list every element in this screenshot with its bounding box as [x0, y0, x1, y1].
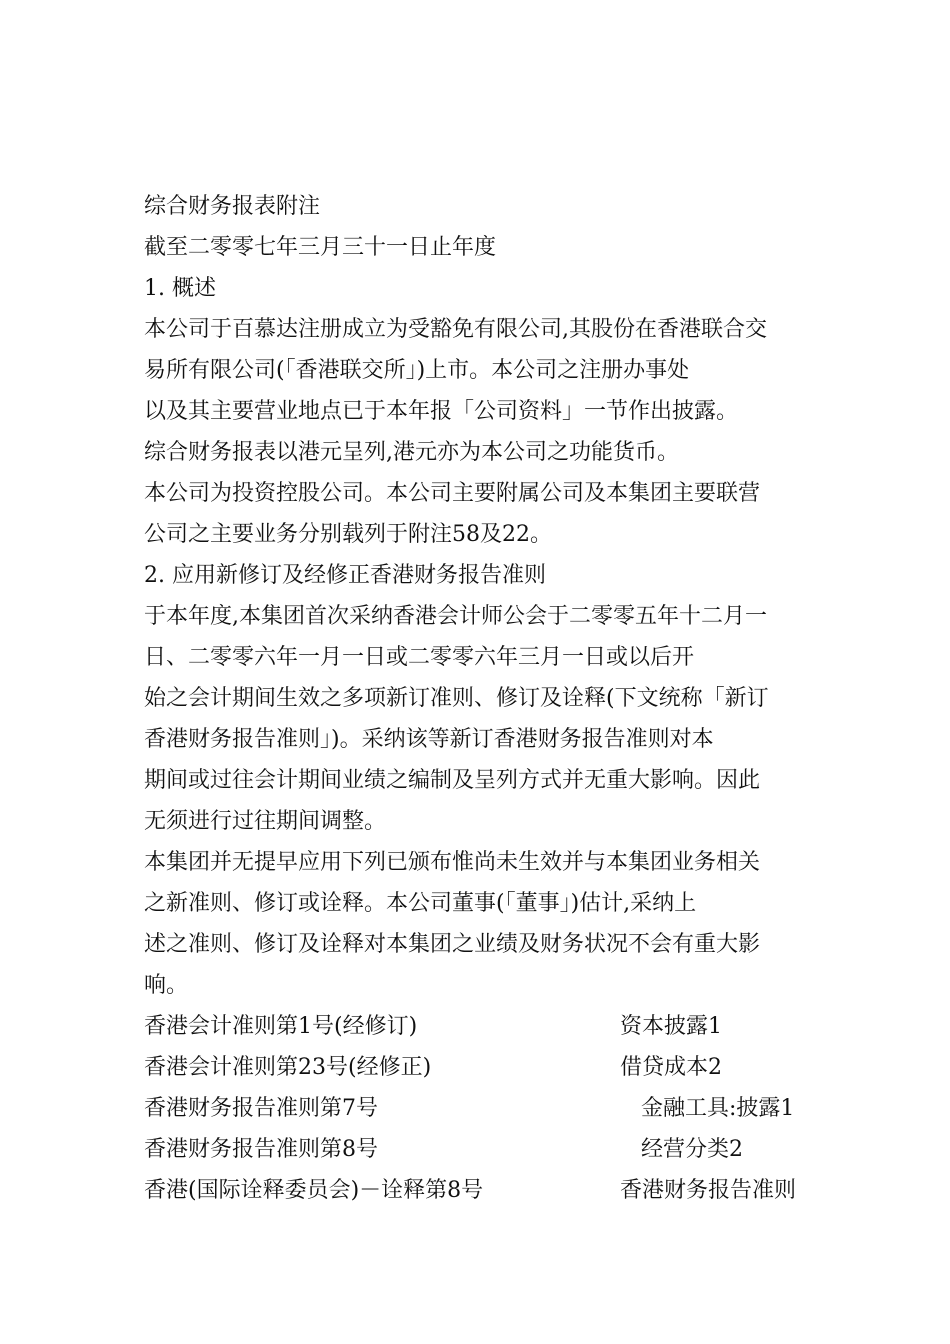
paragraph-line: 本公司于百慕达注册成立为受豁免有限公司,其股份在香港联合交 — [144, 317, 767, 342]
paragraph-line: 述之准则、修订及诠释对本集团之业绩及财务状况不会有重大影 — [144, 932, 761, 957]
standard-name: 香港会计准则第23号(经修正) — [144, 1055, 432, 1080]
paragraph-line: 响。 — [144, 973, 189, 998]
paragraph-line: 易所有限公司(「香港联交所」)上市。本公司之注册办事处 — [144, 358, 690, 383]
standard-description: 资本披露1 — [620, 1014, 722, 1039]
paragraph-line: 之新准则、修订或诠释。本公司董事(「董事」)估计,采纳上 — [144, 891, 697, 916]
standard-description: 香港财务报告准则 — [620, 1178, 797, 1203]
standard-name: 香港(国际诠释委员会)－诠释第8号 — [144, 1178, 484, 1203]
standard-name: 香港财务报告准则第7号 — [144, 1096, 378, 1121]
paragraph-line: 本集团并无提早应用下列已颁布惟尚未生效并与本集团业务相关 — [144, 850, 761, 875]
standard-description: 借贷成本2 — [620, 1055, 722, 1080]
standard-name: 香港财务报告准则第8号 — [144, 1137, 378, 1162]
standard-name: 香港会计准则第1号(经修订) — [144, 1014, 418, 1039]
paragraph-line: 以及其主要营业地点已于本年报「公司资料」一节作出披露。 — [144, 399, 739, 424]
paragraph-line: 本公司为投资控股公司。本公司主要附属公司及本集团主要联营 — [144, 481, 761, 506]
document-period: 截至二零零七年三月三十一日止年度 — [144, 235, 497, 260]
section-heading-overview: 1. 概述 — [144, 276, 216, 301]
paragraph-line: 综合财务报表以港元呈列,港元亦为本公司之功能货币。 — [144, 440, 679, 465]
section-heading-new-standards: 2. 应用新修订及经修正香港财务报告准则 — [144, 563, 546, 588]
document-title: 综合财务报表附注 — [144, 194, 321, 219]
paragraph-line: 公司之主要业务分别载列于附注58及22。 — [144, 522, 552, 547]
paragraph-line: 始之会计期间生效之多项新订准则、修订及诠释(下文统称「新订 — [144, 686, 769, 711]
paragraph-line: 香港财务报告准则」)。采纳该等新订香港财务报告准则对本 — [144, 727, 714, 752]
paragraph-line: 无须进行过往期间调整。 — [144, 809, 387, 834]
paragraph-line: 于本年度,本集团首次采纳香港会计师公会于二零零五年十二月一 — [144, 604, 767, 629]
standard-description: 经营分类2 — [641, 1137, 743, 1162]
paragraph-line: 期间或过往会计期间业绩之编制及呈列方式并无重大影响。因此 — [144, 768, 761, 793]
paragraph-line: 日、二零零六年一月一日或二零零六年三月一日或以后开 — [144, 645, 695, 670]
standard-description: 金融工具:披露1 — [641, 1096, 795, 1121]
